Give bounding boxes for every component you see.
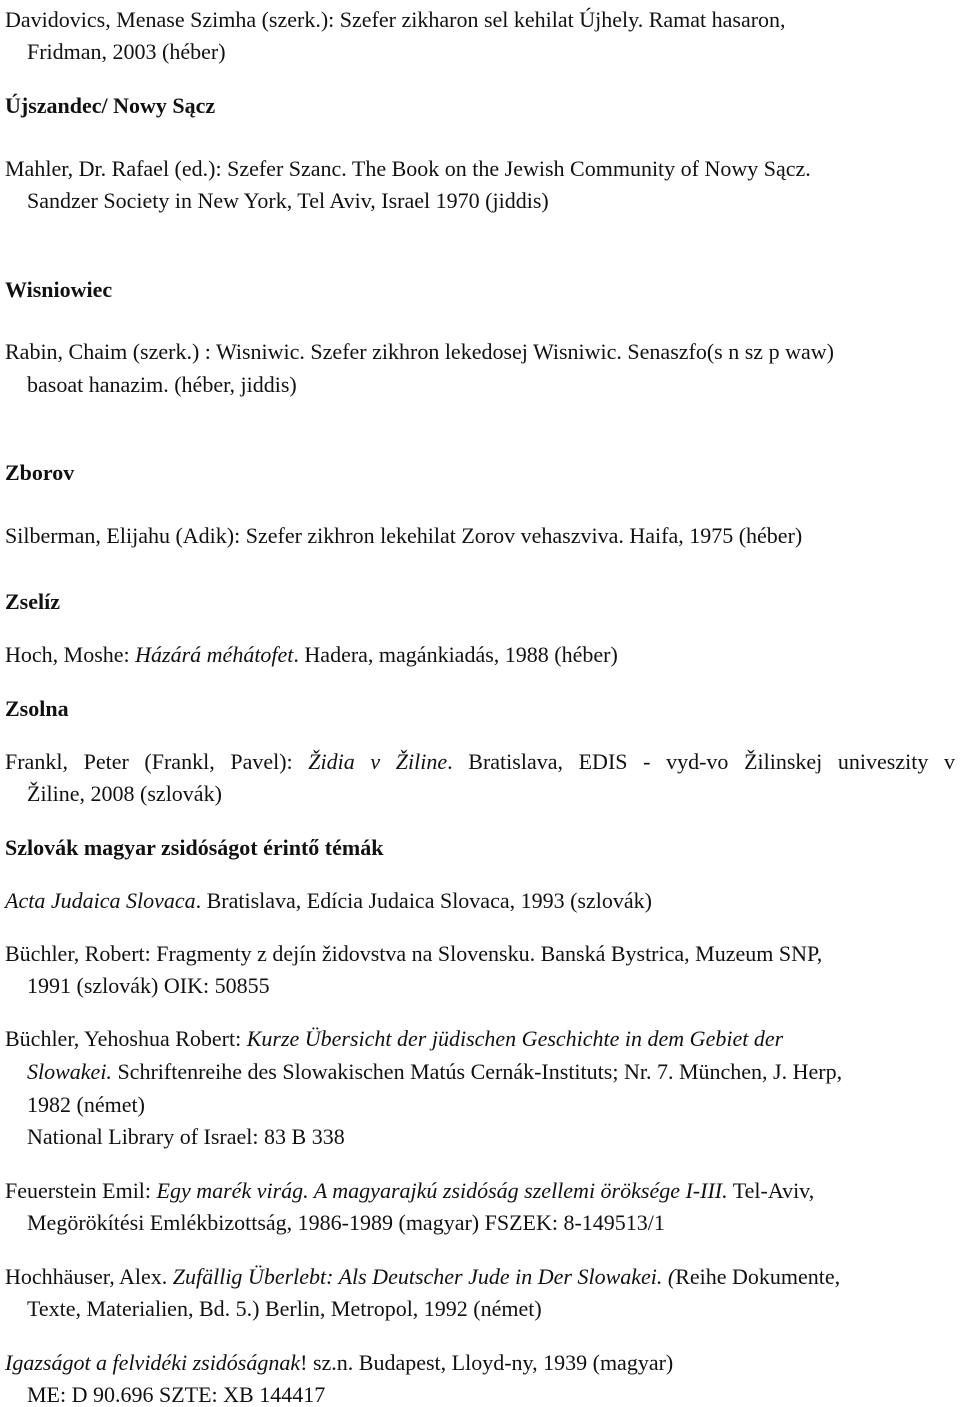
entry-igazsag-title: Igazságot a felvidéki zsidóságnak [5, 1350, 301, 1375]
entry-hochhauser-line2: Texte, Materialien, Bd. 5.) Berlin, Metropol, 1992 (német) [27, 1296, 542, 1321]
entry-feuerstein-line1 [5, 1180, 814, 1202]
entry-acta-title: Acta Judaica Slovaca [5, 888, 196, 913]
entry-acta-publisher: . Bratislava, Edícia Judaica Slovaca, 1993 (szlovák) [195, 888, 652, 913]
entry-rabin-line2: basoat hanazim. (héber, jiddis) [27, 372, 297, 397]
entry-hochhauser-series: Reihe Dokumente, [675, 1264, 841, 1289]
entry-buchler2-line4: National Library of Israel: 83 B 338 [27, 1124, 345, 1149]
entry-silberman: Silberman, Elijahu (Adik): Szefer zikhron lekehilat Zorov vehaszviva. Haifa, 1975 (héber) [5, 523, 803, 548]
entry-frankl-publisher: . Bratislava, EDIS - vyd-vo Žilinskej univeszity v [447, 749, 955, 774]
entry-igazsag-line2: ME: D 90.696 SZTE: XB 144417 [27, 1382, 326, 1407]
entry-buchler2-author: Büchler, Yehoshua Robert: [5, 1026, 247, 1051]
heading-wisniowiec: Wisniowiec [5, 277, 113, 302]
entry-feuerstein-place: Tel-Aviv, [727, 1178, 815, 1203]
entry-feuerstein-author: Feuerstein Emil: [5, 1178, 157, 1203]
entry-mahler-line2: Sandzer Society in New York, Tel Aviv, Israel 1970 (jiddis) [27, 188, 549, 213]
entry-davidovics-line1: Davidovics, Menase Szimha (szerk.): Szefer zikharon sel kehilat Újhely. Ramat hasaron, [5, 7, 786, 32]
entry-buchler2-title-end: Slowakei. [27, 1059, 112, 1084]
entry-buchler2-line3: 1982 (német) [27, 1092, 145, 1117]
entry-igazsag-line1 [5, 1352, 673, 1374]
entry-buchler2-line1 [5, 1028, 783, 1050]
heading-zseliz: Zselíz [5, 589, 60, 614]
entry-igazsag-publisher: ! sz.n. Budapest, Lloyd-ny, 1939 (magyar) [300, 1350, 674, 1375]
entry-mahler-line1: Mahler, Dr. Rafael (ed.): Szefer Szanc. The Book on the Jewish Community of Nowy Sącz. [5, 156, 811, 181]
entry-hochhauser-line1 [5, 1266, 840, 1288]
heading-zborov: Zborov [5, 460, 75, 485]
entry-frankl-author: Frankl, Peter (Frankl, Pavel): [5, 749, 309, 774]
entry-hoch-author: Hoch, Moshe: [5, 642, 136, 667]
heading-szlovak-magyar: Szlovák magyar zsidóságot érintő témák [5, 835, 384, 860]
entry-feuerstein-line2: Megörökítési Emlékbizottság, 1986-1989 (magyar) FSZEK: 8-149513/1 [27, 1210, 665, 1235]
entry-frankl-line2: Žiline, 2008 (szlovák) [27, 781, 222, 806]
entry-hoch-title: Házárá méhátofet [135, 642, 294, 667]
heading-zsolna: Zsolna [5, 696, 69, 721]
entry-buchler1-line1: Büchler, Robert: Fragmenty z dejín židovstva na Slovensku. Banská Bystrica, Muzeum SNP, [5, 941, 823, 966]
entry-hoch [5, 644, 618, 666]
entry-feuerstein-title: Egy marék virág. A magyarajkú zsidóság szellemi öröksége I-III. [156, 1178, 728, 1203]
entry-hochhauser-title: Zufällig Überlebt: Als Deutscher Jude in Der Slowakei. ( [172, 1264, 676, 1289]
entry-hoch-publisher: . Hadera, magánkiadás, 1988 (héber) [293, 642, 618, 667]
entry-acta [5, 890, 652, 912]
entry-buchler2-line2 [27, 1061, 842, 1083]
entry-rabin-line1: Rabin, Chaim (szerk.) : Wisniwic. Szefer zikhron lekedosej Wisniwic. Senaszfo(s n sz p waw) [5, 339, 834, 364]
heading-ujszandec: Újszandec/ Nowy Sącz [5, 93, 216, 118]
entry-hochhauser-author: Hochhäuser, Alex. [5, 1264, 173, 1289]
entry-frankl-line1 [5, 751, 955, 773]
entry-davidovics-line2: Fridman, 2003 (héber) [27, 39, 226, 64]
entry-frankl-title: Židia v Žiline [308, 749, 448, 774]
entry-buchler2-series: Schriftenreihe des Slowakischen Matús Cernák-Instituts; Nr. 7. München, J. Herp, [111, 1059, 843, 1084]
entry-buchler2-title: Kurze Übersicht der jüdischen Geschichte in dem Gebiet der [246, 1026, 784, 1051]
entry-buchler1-line2: 1991 (szlovák) OIK: 50855 [27, 973, 270, 998]
